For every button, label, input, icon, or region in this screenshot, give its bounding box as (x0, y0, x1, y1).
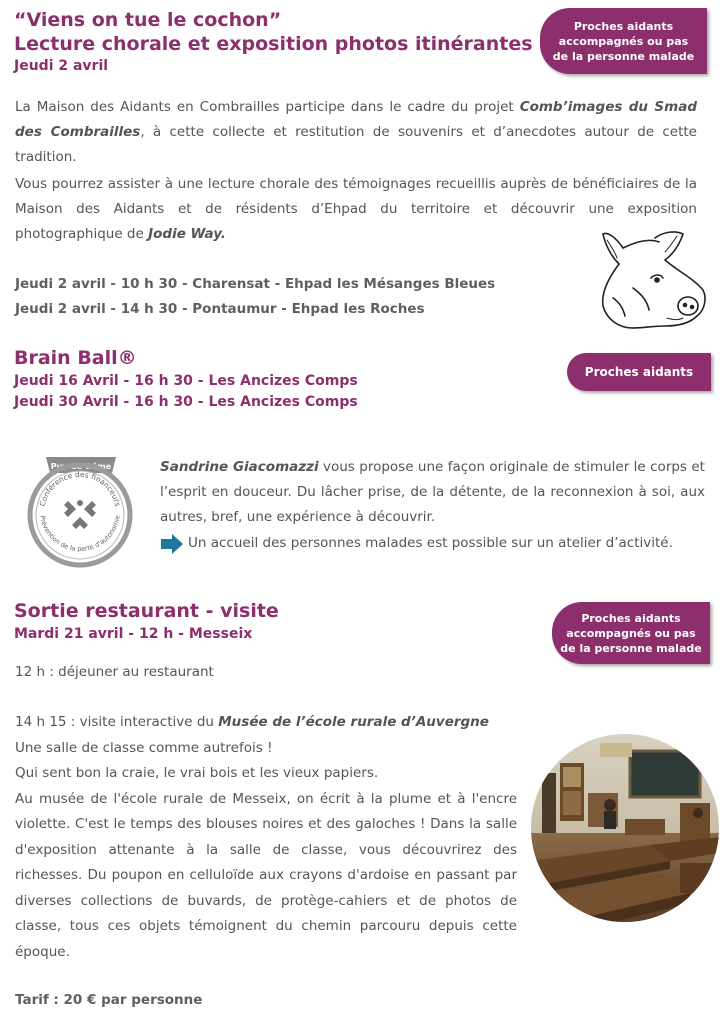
section-3-header (14, 599, 534, 645)
para2-text-a: Vous pourrez assister à une lecture chorale des témoignages recueillis auprès de bénéficiaires de la Maison des Aidants et de résidents d’Ehpad du territoire et découvrir une exposition photographique de (15, 176, 697, 242)
section-2-para-text: vous propose une façon originale de stimuler le corps et l’esprit en douceur. Du lâcher prise, de la détente, de la reconnexion à soi, aux autres, bref, une expérience à découvrir. (160, 459, 705, 525)
visit-text-a: 14 h 15 : visite interactive du (15, 714, 219, 730)
audience-tag-1-line1: Proches aidants (573, 19, 674, 33)
animator-name: Sandrine Giacomazzi (160, 459, 319, 475)
tarif-line: Tarif : 20 € par personne (15, 992, 203, 1008)
accessibility-note-text: Un accueil des personnes malades est possible sur un atelier d’activité. (188, 535, 673, 551)
audience-tag-3-line1: Proches aidants (581, 611, 681, 625)
museum-description: Au musée de l'école rurale de Messeix, on écrit à la plume et à l'encre violette. C'est le temps des blouses noires et des galoches ! Dans la salle d'exposition attenante à la salle de classe, vous découvrirez des richesses. Du poupon en celluloïde aux crayons d'ardoise en passant par diverses collections de buvards, de protège-cahiers et de photos de classe, tous ces objets témoignent du chemin parcouru depuis cette époque. (15, 790, 517, 960)
para1-text-c: , à cette collecte et restitution de souvenirs et d’anecdotes autour de cette tradition. (15, 124, 697, 165)
audience-tag-3-line3: de la personne malade (560, 641, 702, 655)
project-name: Comb’images du Smad des Combrailles (15, 99, 697, 140)
section-2-header (14, 346, 534, 413)
audience-tag-3-line2: accompagnés ou pas (566, 626, 696, 640)
audience-tag-2: Proches aidants (567, 353, 711, 391)
logo-arc-bottom: Prévention de la perte d’autonomie (38, 514, 122, 554)
pig-head-sketch-icon (593, 228, 711, 333)
section-1-title-line1: “Viens on tue le cochon” (14, 9, 282, 31)
audience-tag-3 (552, 602, 710, 664)
section-2-title: Brain Ball® (14, 347, 137, 369)
section-1-header (14, 8, 534, 77)
conference-financeurs-logo (24, 451, 136, 569)
section-1-paragraph-1 (15, 95, 697, 170)
museum-name: Musée de l’école rurale d’Auvergne (218, 714, 489, 730)
para1-text-a: La Maison des Aidants en Combrailles participe dans le cadre du projet (15, 99, 520, 115)
logo-arc-top: Conférence des financeurs (37, 469, 123, 508)
audience-tag-1-line2: accompagnés ou pas (558, 34, 689, 48)
classroom-photo (530, 733, 720, 923)
audience-tag-1-line3: de la personne malade (552, 49, 695, 63)
accessibility-note (160, 531, 710, 557)
section-3-date: Mardi 21 avril - 12 h - Messeix (14, 626, 253, 642)
section-2-date-1: Jeudi 16 Avril - 16 h 30 - Les Ancizes Comps (14, 373, 358, 389)
body-line-1: Une salle de classe comme autrefois ! (15, 739, 273, 756)
session-line-1: Jeudi 2 avril - 10 h 30 - Charensat - Ehpad les Mésanges Bleues (15, 276, 496, 292)
section-1-date: Jeudi 2 avril (14, 58, 109, 74)
section-3-title: Sortie restaurant - visite (14, 600, 279, 622)
section-2-paragraph (160, 455, 705, 530)
arrow-right-icon (160, 533, 184, 555)
photographer-name: Jodie Way. (148, 226, 226, 242)
section-3-body (15, 710, 517, 965)
session-line-2: Jeudi 2 avril - 14 h 30 - Pontaumur - Ehpad les Roches (15, 301, 425, 317)
visit-line (15, 710, 517, 736)
section-2-date-2: Jeudi 30 Avril - 16 h 30 - Les Ancizes Comps (14, 394, 358, 410)
body-line-2: Qui sent bon la craie, le vrai bois et les vieux papiers. (15, 765, 379, 781)
audience-tag-1 (540, 8, 707, 74)
logo-top-label: Puy-de-Dôme (50, 462, 112, 471)
lunch-line: 12 h : déjeuner au restaurant (15, 664, 214, 680)
section-1-title-line2: Lecture chorale et exposition photos itinérantes (14, 33, 533, 55)
